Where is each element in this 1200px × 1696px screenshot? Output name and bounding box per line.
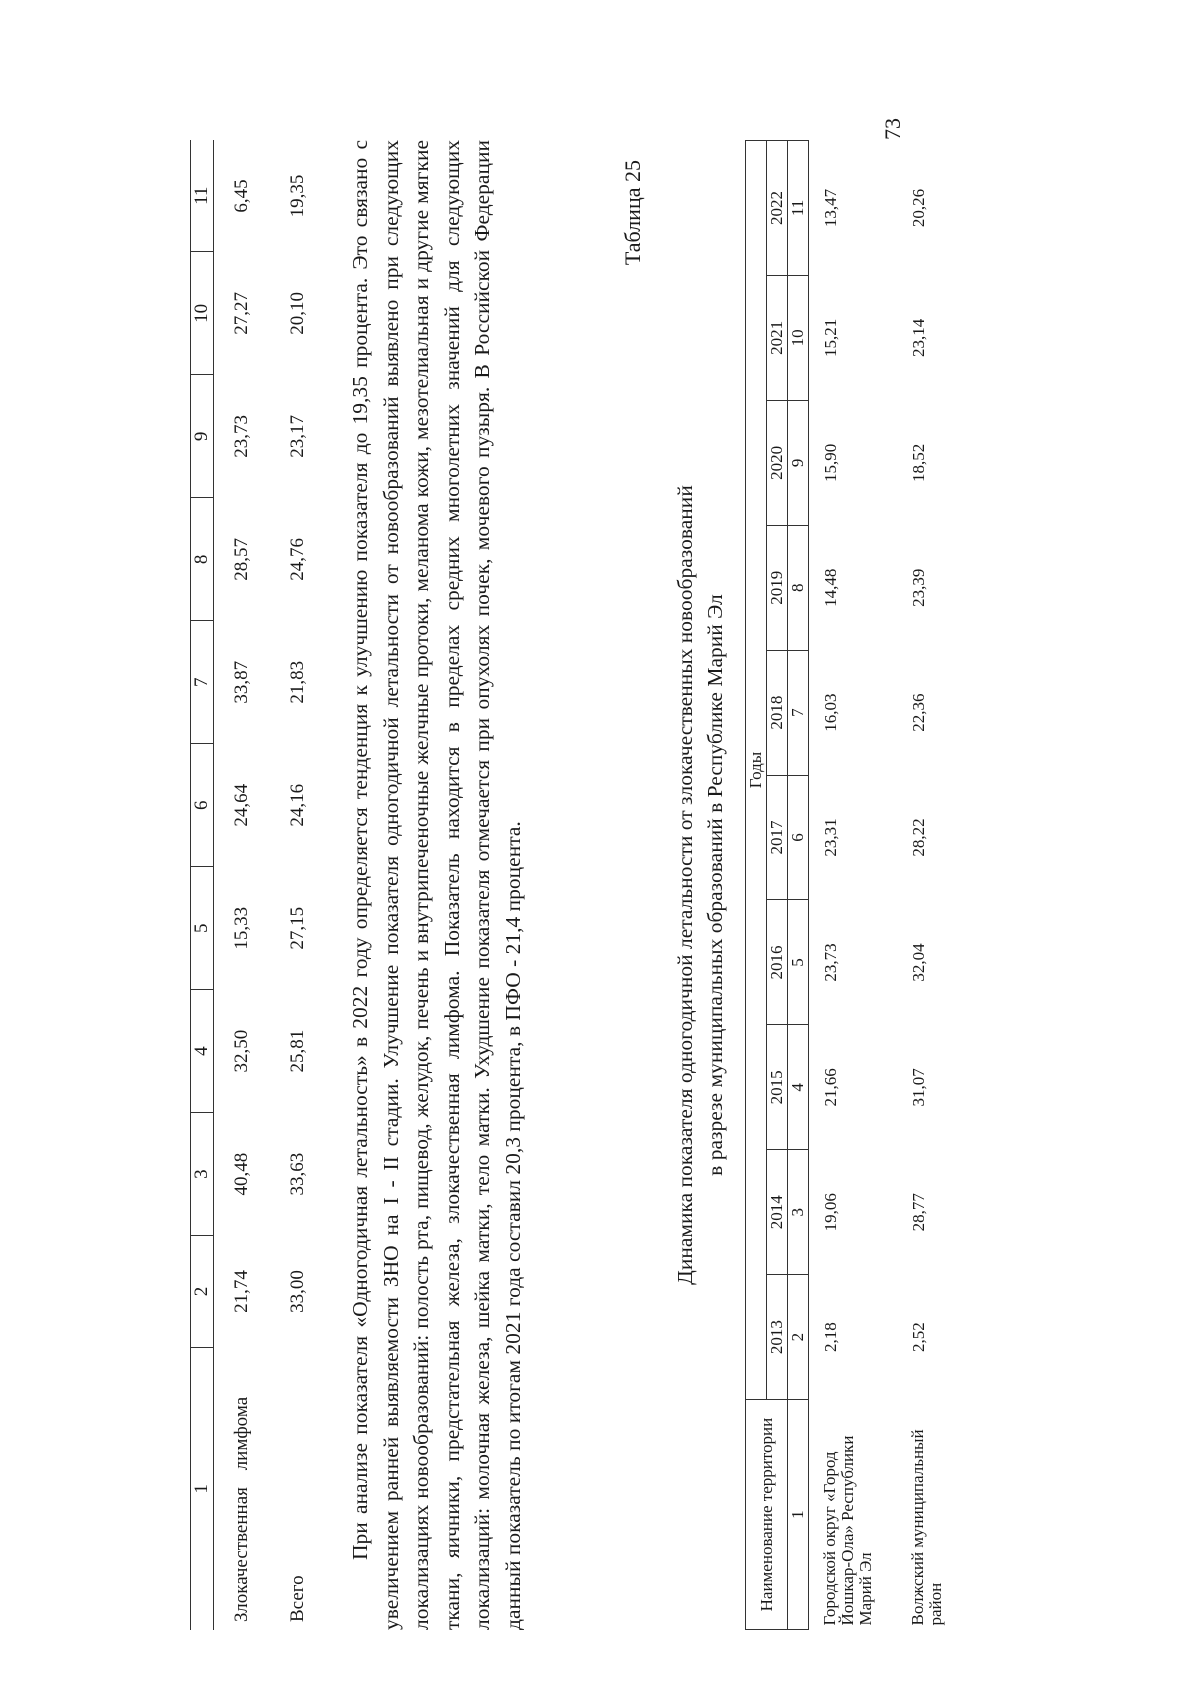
value-cell: 19,06 bbox=[821, 1193, 840, 1232]
value-cell: 23,14 bbox=[909, 318, 928, 358]
territory-name: Городской округ «Город Йошкар-Ола» Республики Марий Эл bbox=[820, 1435, 875, 1626]
col-num-cell: 1 bbox=[191, 1347, 214, 1630]
value-cell: 33,00 bbox=[287, 1270, 308, 1313]
table-25 bbox=[745, 140, 985, 1630]
value-cell: 33,63 bbox=[287, 1152, 308, 1196]
table-row bbox=[270, 140, 326, 1630]
value-cell: 16,03 bbox=[821, 693, 840, 732]
col-num-cell: 11 bbox=[191, 140, 214, 252]
value-cell: 2,52 bbox=[909, 1322, 928, 1353]
column-number-row bbox=[788, 141, 809, 1630]
year-cell: 2015 bbox=[767, 1025, 788, 1150]
value-cell: 24,16 bbox=[287, 783, 308, 827]
table-row bbox=[214, 140, 271, 1630]
value-cell: 21,83 bbox=[287, 660, 308, 704]
row-name: Злокачественная bbox=[231, 1487, 252, 1622]
row-name-cont bbox=[270, 1347, 326, 1470]
value-cell: 23,73 bbox=[231, 415, 252, 458]
year-cell: 2018 bbox=[767, 650, 788, 775]
value-cell: 15,90 bbox=[821, 443, 840, 482]
value-cell: 15,21 bbox=[821, 318, 840, 358]
value-cell: 27,15 bbox=[287, 906, 308, 950]
col-num-cell: 9 bbox=[788, 400, 809, 525]
value-cell: 27,27 bbox=[231, 292, 252, 335]
col-num-cell: 4 bbox=[191, 990, 214, 1113]
value-cell: 23,17 bbox=[287, 415, 308, 458]
value-cell: 28,77 bbox=[909, 1193, 928, 1232]
year-cell: 2019 bbox=[767, 525, 788, 650]
col-num-cell: 3 bbox=[191, 1113, 214, 1236]
value-cell: 32,50 bbox=[231, 1029, 252, 1073]
caption-line: Динамика показателя одногодичной летальности от злокачественных новообразований bbox=[673, 485, 697, 1285]
col-num-cell: 6 bbox=[191, 744, 214, 867]
col-num-cell: 4 bbox=[788, 1025, 809, 1150]
year-cell: 2017 bbox=[767, 775, 788, 900]
value-cell: 28,57 bbox=[231, 537, 252, 581]
caption-line: в разрезе муниципальных образований в Республике Марий Эл bbox=[703, 594, 727, 1176]
value-cell: 2,18 bbox=[821, 1322, 840, 1353]
analysis-paragraph bbox=[345, 140, 528, 1630]
col-num-cell: 11 bbox=[788, 141, 809, 276]
col-num-cell: 8 bbox=[788, 525, 809, 650]
value-cell: 24,76 bbox=[287, 537, 308, 581]
col-num-cell: 10 bbox=[788, 275, 809, 400]
value-cell: 21,66 bbox=[821, 1068, 840, 1107]
value-cell: 22,36 bbox=[909, 693, 928, 732]
value-cell: 13,47 bbox=[821, 188, 840, 228]
row-name-cont: лимфома bbox=[231, 1396, 252, 1471]
col-num-cell: 5 bbox=[191, 867, 214, 990]
year-cell: 2016 bbox=[767, 900, 788, 1025]
table-row bbox=[809, 141, 898, 1630]
value-cell: 23,39 bbox=[909, 568, 928, 607]
value-cell: 14,48 bbox=[821, 568, 840, 607]
table-number: Таблица 25 bbox=[620, 160, 645, 266]
year-cell: 2021 bbox=[767, 275, 788, 400]
col-num-cell: 7 bbox=[191, 621, 214, 744]
value-cell: 32,04 bbox=[909, 943, 928, 982]
value-cell: 24,64 bbox=[231, 783, 252, 827]
value-cell: 23,73 bbox=[821, 943, 840, 982]
col-num-cell: 9 bbox=[191, 375, 214, 498]
col-num-cell: 7 bbox=[788, 650, 809, 775]
row-name: Всего bbox=[287, 1575, 308, 1622]
value-cell: 23,31 bbox=[821, 818, 840, 857]
col-num-cell: 2 bbox=[191, 1236, 214, 1348]
page-number: 73 bbox=[880, 118, 905, 140]
rotated-page-content bbox=[150, 140, 945, 1630]
col-num-cell: 8 bbox=[191, 498, 214, 621]
col-num-cell: 3 bbox=[788, 1150, 809, 1275]
continuation-table bbox=[190, 140, 326, 1630]
value-cell: 28,22 bbox=[909, 818, 928, 857]
table-row bbox=[897, 141, 985, 1630]
value-cell: 40,48 bbox=[231, 1152, 252, 1196]
value-cell: 20,10 bbox=[287, 292, 308, 335]
year-cell: 2020 bbox=[767, 400, 788, 525]
header-row bbox=[746, 141, 767, 1630]
value-cell: 18,52 bbox=[909, 443, 928, 482]
value-cell: 6,45 bbox=[231, 179, 252, 213]
value-cell: 25,81 bbox=[287, 1029, 308, 1073]
col-num-cell: 1 bbox=[788, 1400, 809, 1630]
paragraph-text: При анализе показателя «Одногодичная летальность» в 2022 году определяется тенденция к улучшению показателя до 19,35 процента. Это связано с увеличением ранней выявляемости ЗНО на I - II стадии. Улучшение показателя одногодичной летальности от новообразований выявлено при следующих локализациях новообразований: полость рта, пищевод, желудок, печень и внутрипеченочные желчные протоки, меланома кожи, мезотелиальная и другие мягкие ткани, яичники, предстательная железа, злокачественная лимфома. Показатель находится в пределах средних многолетних значений для следующих локализаций: молочная железа, шейка матки, тело матки. Ухудшение показателя отмечается при опухолях почек, мочевого пузыря. В Российской Федерации данный показатель по итогам 2021 года составил 20,3 процента, в ПФО - 21,4 процента. bbox=[348, 140, 525, 1630]
header-years: Годы bbox=[746, 141, 767, 1400]
value-cell: 20,26 bbox=[909, 188, 928, 228]
year-cell: 2013 bbox=[767, 1275, 788, 1400]
header-name: Наименование территории bbox=[746, 1400, 788, 1630]
value-cell: 21,74 bbox=[231, 1270, 252, 1313]
col-num-cell: 2 bbox=[788, 1275, 809, 1400]
value-cell: 19,35 bbox=[287, 174, 308, 218]
territory-name: Волжский муниципальный район bbox=[908, 1429, 945, 1626]
column-number-row bbox=[191, 140, 214, 1630]
value-cell: 15,33 bbox=[231, 906, 252, 950]
value-cell: 31,07 bbox=[909, 1068, 928, 1107]
year-cell: 2014 bbox=[767, 1150, 788, 1275]
col-num-cell: 10 bbox=[191, 252, 214, 375]
table-caption bbox=[670, 140, 730, 1630]
value-cell: 33,87 bbox=[231, 660, 252, 704]
col-num-cell: 5 bbox=[788, 900, 809, 1025]
col-num-cell: 6 bbox=[788, 775, 809, 900]
year-cell: 2022 bbox=[767, 141, 788, 276]
